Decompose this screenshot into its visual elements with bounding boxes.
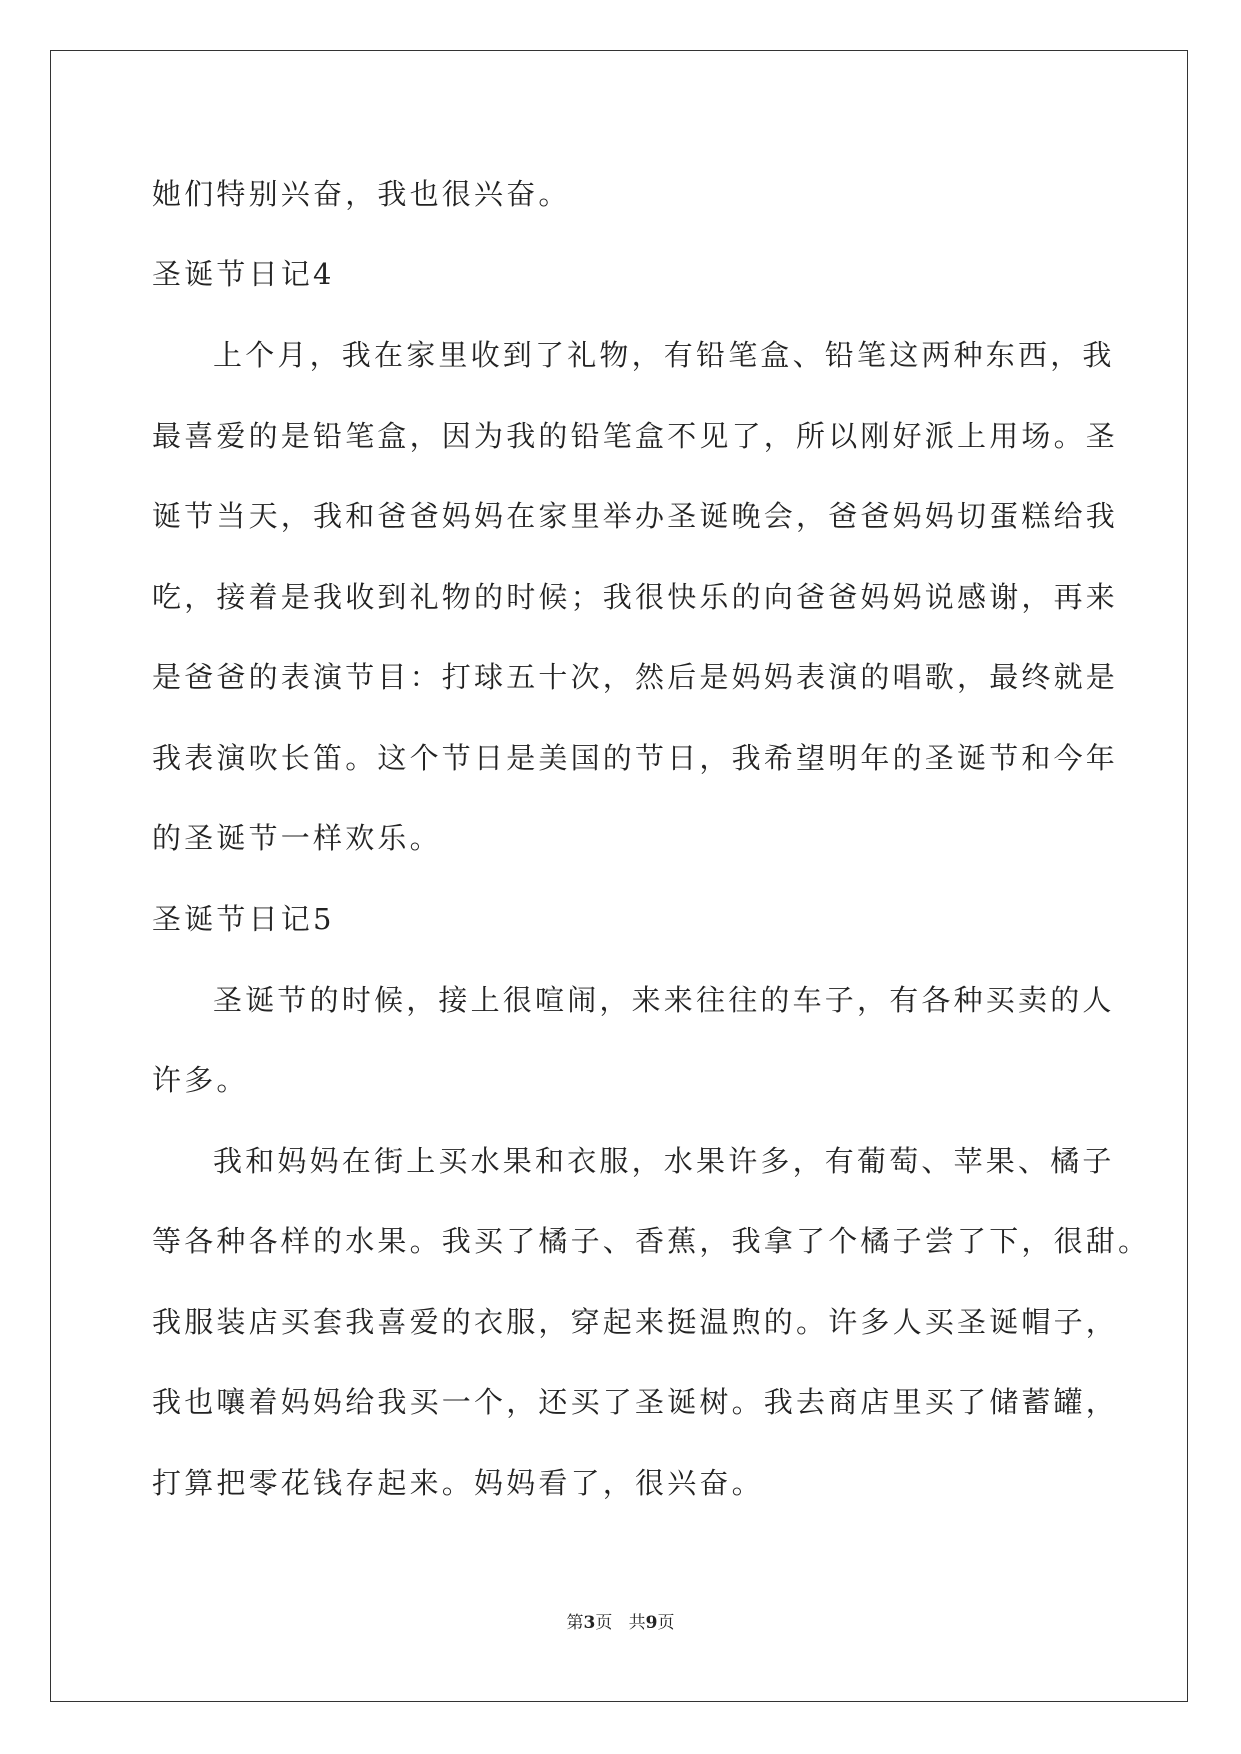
total-pages: 9 [645, 1613, 658, 1633]
page-suffix: 页 [595, 1613, 613, 1633]
paragraph-line: 吃，接着是我收到礼物的时候；我很快乐的向爸爸妈妈说感谢，再来 [152, 580, 1119, 614]
total-prefix: 共 [628, 1613, 646, 1633]
paragraph-line: 圣诞节的时候，接上很喧闹，来来往往的车子，有各种买卖的人 [213, 983, 1115, 1017]
paragraph-line: 的圣诞节一样欢乐。 [152, 821, 442, 855]
page-border [50, 50, 1188, 1702]
section-heading: 圣诞节日记4 [152, 257, 335, 291]
paragraph-line: 许多。 [152, 1063, 249, 1097]
paragraph-line: 上个月，我在家里收到了礼物，有铅笔盒、铅笔这两种东西，我 [213, 338, 1115, 372]
paragraph-line: 她们特别兴奋，我也很兴奋。 [152, 177, 571, 211]
paragraph-line: 是爸爸的表演节目：打球五十次，然后是妈妈表演的唱歌，最终就是 [152, 660, 1119, 694]
page-footer [0, 1612, 1241, 1634]
paragraph-line: 我也嚷着妈妈给我买一个，还买了圣诞树。我去商店里买了储蓄罐， [152, 1385, 1119, 1419]
page-prefix: 第 [566, 1613, 584, 1633]
section-heading: 圣诞节日记5 [152, 902, 335, 936]
paragraph-line: 等各种各样的水果。我买了橘子、香蕉，我拿了个橘子尝了下，很甜。 [152, 1224, 1151, 1258]
total-suffix: 页 [657, 1613, 675, 1633]
paragraph-line: 诞节当天，我和爸爸妈妈在家里举办圣诞晚会，爸爸妈妈切蛋糕给我 [152, 499, 1119, 533]
paragraph-line: 我服装店买套我喜爱的衣服，穿起来挺温煦的。许多人买圣诞帽子， [152, 1305, 1119, 1339]
page-number: 3 [583, 1613, 596, 1633]
paragraph-line: 我表演吹长笛。这个节日是美国的节日，我希望明年的圣诞节和今年 [152, 741, 1119, 775]
paragraph-line: 最喜爱的是铅笔盒，因为我的铅笔盒不见了，所以刚好派上用场。圣 [152, 419, 1119, 453]
paragraph-line: 我和妈妈在街上买水果和衣服，水果许多，有葡萄、苹果、橘子 [213, 1144, 1115, 1178]
paragraph-line: 打算把零花钱存起来。妈妈看了，很兴奋。 [152, 1466, 764, 1500]
